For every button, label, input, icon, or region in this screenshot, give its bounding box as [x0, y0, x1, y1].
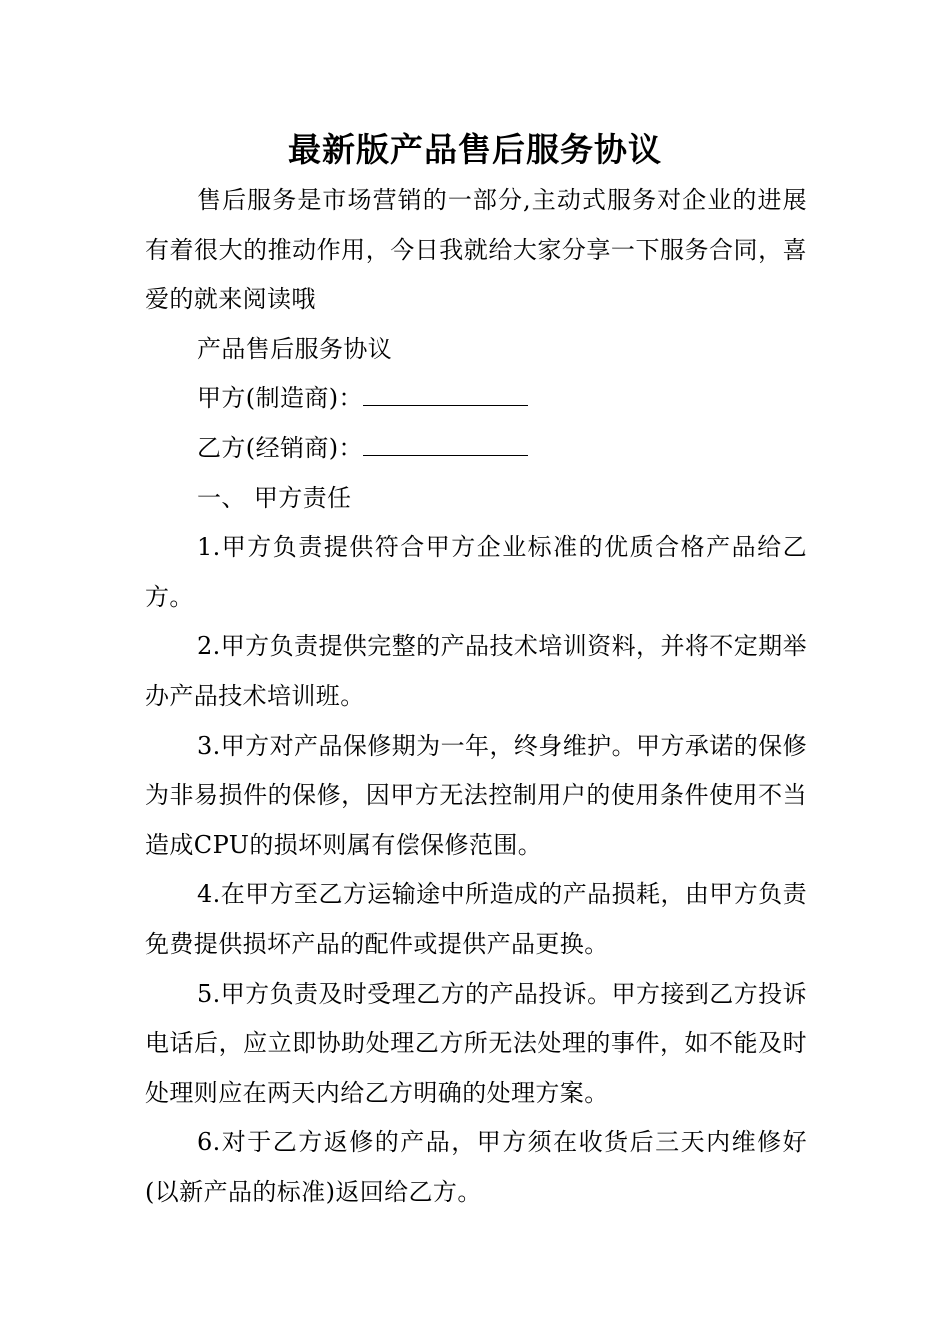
- intro-paragraph: 售后服务是市场营销的一部分,主动式服务对企业的进展有着很大的推动作用，今日我就给大家分享一下服务合同，喜爱的就来阅读哦: [145, 186, 807, 314]
- party-a-label: 甲方(制造商)：: [197, 384, 363, 413]
- clause-6: 6.对于乙方返修的产品，甲方须在收货后三天内维修好(以新产品的标准)返回给乙方。: [145, 1128, 807, 1206]
- document-title: 最新版产品售后服务协议: [288, 130, 662, 169]
- clause-5: 5.甲方负责及时受理乙方的产品投诉。甲方接到乙方投诉电话后，应立即协助处理乙方所无法处理的事件，如不能及时处理则应在两天内给乙方明确的处理方案。: [145, 979, 807, 1107]
- party-b-label: 乙方(经销商)：: [197, 433, 363, 462]
- section-heading: 一、 甲方责任: [197, 483, 352, 512]
- party-a-line: [145, 374, 807, 424]
- clause-1: 1.甲方负责提供符合甲方企业标准的优质合格产品给乙方。: [145, 533, 807, 611]
- party-b-blank: [363, 437, 528, 456]
- party-b-line: [145, 424, 807, 474]
- clause-4: 4.在甲方至乙方运输途中所造成的产品损耗，由甲方负责免费提供损坏产品的配件或提供产品更换。: [145, 880, 807, 958]
- clause-3: 3.甲方对产品保修期为一年，终身维护。甲方承诺的保修为非易损件的保修，因甲方无法控制用户的使用条件使用不当造成CPU的损坏则属有偿保修范围。: [145, 731, 807, 859]
- party-a-blank: [363, 387, 528, 406]
- agreement-subtitle: 产品售后服务协议: [197, 334, 393, 363]
- clause-2: 2.甲方负责提供完整的产品技术培训资料，并将不定期举办产品技术培训班。: [145, 632, 807, 710]
- document-body: [145, 176, 807, 1217]
